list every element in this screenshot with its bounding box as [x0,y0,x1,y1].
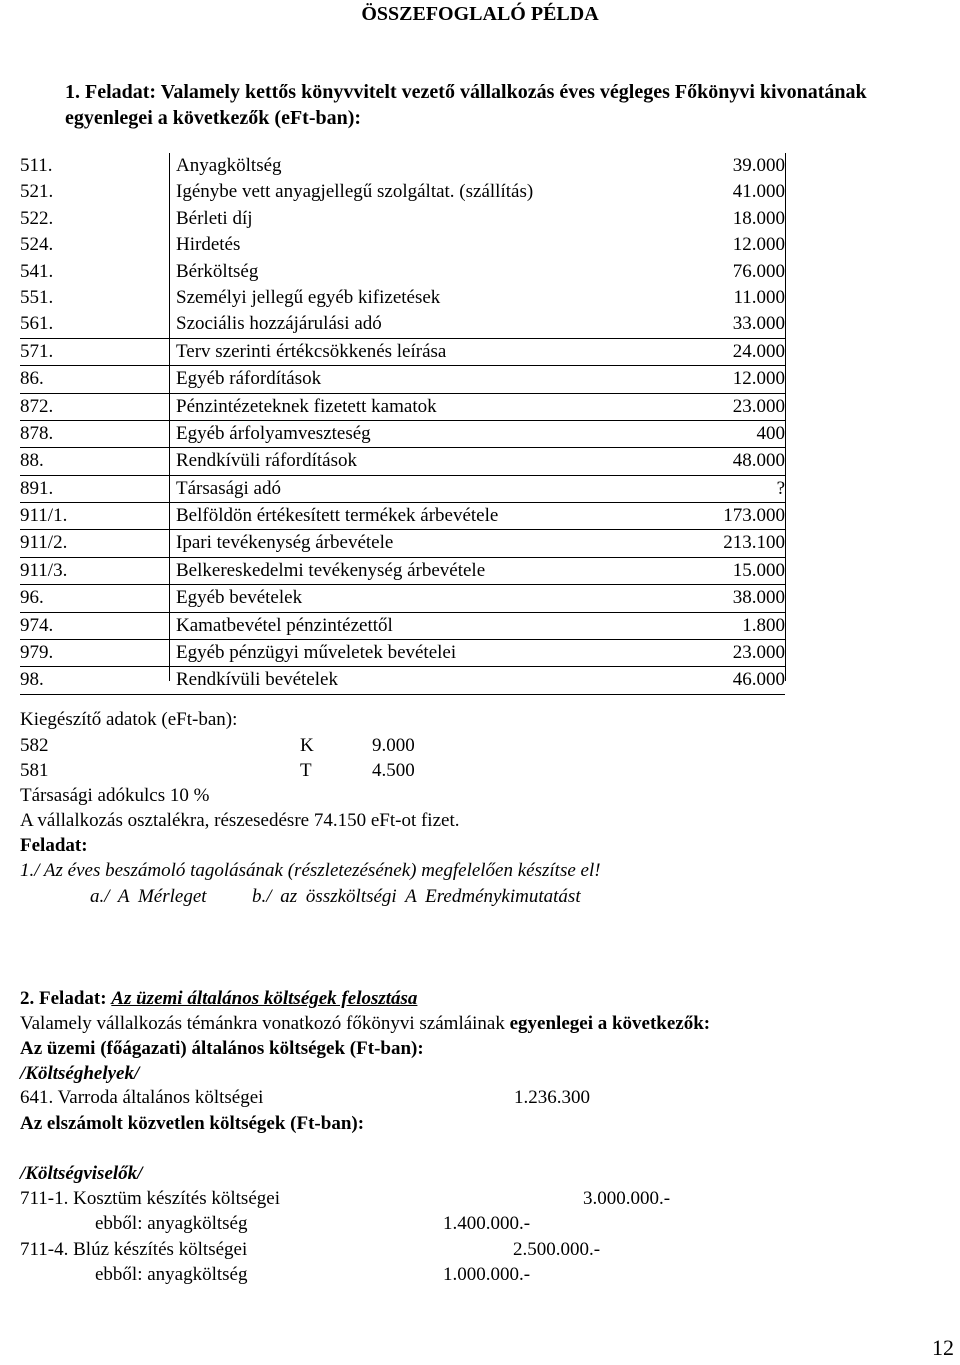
ledger-name: Társasági adó [176,477,281,499]
ledger-name: Belföldön értékesített termékek árbevétele [176,505,499,527]
ledger-name: Pénzintézeteknek fizetett kamatok [176,395,437,417]
ledger-amount: 23.000 [732,642,785,664]
supp-amount-582: 9.000 [372,735,415,756]
ledger-amount: ? [776,477,785,499]
ledger-amount: 39.000 [732,155,785,176]
ledger-amount: 48.000 [732,450,785,472]
ledger-amount: 1.800 [742,614,785,636]
cost-bearers-label: /Költségviselők/ [20,1163,143,1184]
ledger-code: 571. [20,340,54,362]
line-711-4-sub-amount: 1.000.000.- [443,1264,531,1285]
ledger-table [20,153,785,695]
ledger-amount: 76.000 [732,260,785,282]
ledger-code: 96. [20,587,44,609]
ledger-amount: 213.100 [723,532,785,554]
table-row [20,448,785,475]
ledger-code: 974. [20,614,54,636]
ledger-code: 911/3. [20,559,68,581]
task2-heading [20,986,417,1011]
line-711-1-sub-amount: 1.400.000.- [443,1213,531,1234]
ledger-name: Egyéb bevételek [176,587,303,609]
ledger-code: 911/2. [20,532,68,554]
ledger-code: 88. [20,450,44,472]
ledger-code: 524. [20,234,54,256]
ledger-amount: 24.000 [732,340,785,362]
line-711-4-sub-label: ebből: anyagköltség [95,1264,248,1285]
ledger-name: Belkereskedelmi tevékenység árbevétele [176,559,486,581]
supp-side-582: K [300,735,314,756]
task1-sub-a: a./ A Mérleget [90,886,207,907]
table-row [20,206,785,232]
table-row [20,421,785,448]
ledger-code: 872. [20,395,54,417]
ledger-code: 541. [20,260,54,282]
ledger-divider-right [785,153,786,681]
ledger-name: Rendkívüli ráfordítások [176,450,357,472]
ledger-amount: 400 [756,422,785,444]
ledger-amount: 46.000 [732,669,785,691]
line-711-1-sub-label: ebből: anyagköltség [95,1213,248,1234]
ledger-amount: 18.000 [732,207,785,229]
ledger-name: Egyéb árfolyamveszteség [176,422,371,444]
table-row [20,259,785,285]
ledger-name: Ipari tevékenység árbevétele [176,532,394,554]
ledger-code: 511. [20,155,53,176]
tax-rate: Társasági adókulcs 10 % [20,785,210,806]
table-row [20,232,785,258]
ledger-name: Rendkívüli bevételek [176,669,338,691]
dividend-note: A vállalkozás osztalékra, részesedésre 74.150 eFt-ot fizet. [20,810,460,831]
task2-heading-title: Az üzemi általános költségek felosztása [111,988,418,1009]
task1-sub-b: b./ az összköltségi A Eredménykimutatást [252,886,581,907]
supplement-label: Kiegészítő adatok (eFt-ban): [20,709,238,730]
supp-side-581: T [300,760,312,781]
ledger-amount: 11.000 [733,286,785,308]
page-number: 12 [932,1335,954,1360]
task1-heading: 1. Feladat: Valamely kettős könyvvitelt vezető vállalkozás éves végleges Főkönyvi kivonatának egyenlegei a következők (eFt-ban): [65,81,867,129]
ledger-amount: 12.000 [732,234,785,256]
table-row [20,476,785,503]
feladat-label: Feladat: [20,835,88,856]
ledger-code: 878. [20,422,54,444]
ledger-amount: 15.000 [732,559,785,581]
line-711-4-amount: 2.500.000.- [513,1239,601,1260]
task1-instruction: 1./ Az éves beszámoló tagolásának (részletezésének) megfelelően készítse el! [20,860,601,881]
ledger-amount: 41.000 [732,181,785,203]
line-711-4-label: 711-4. Blúz készítés költségei [20,1239,248,1260]
cost-centers-label: /Költséghelyek/ [20,1063,140,1084]
line-641-label: 641. Varroda általános költségei [20,1087,264,1108]
table-row [20,394,785,421]
ledger-code: 98. [20,669,44,691]
ledger-name: Terv szerinti értékcsökkenés leírása [176,340,447,362]
ledger-name: Egyéb ráfordítások [176,368,322,390]
direct-costs-heading: Az elszámolt közvetlen költségek (Ft-ban): [20,1113,365,1134]
line-711-1-amount: 3.000.000.- [583,1188,671,1209]
ledger-amount: 38.000 [732,587,785,609]
table-row [20,366,785,393]
table-row [20,153,785,179]
ledger-code: 979. [20,642,54,664]
ledger-name: Igénybe vett anyagjellegű szolgáltat. (szállítás) [176,181,534,203]
ledger-name: Egyéb pénzügyi műveletek bevételei [176,642,457,664]
page-title: ÖSSZEFOGLALÓ PÉLDA [361,3,599,25]
supp-code-582: 582 [20,735,49,756]
table-row [20,311,785,338]
ledger-code: 561. [20,313,54,335]
ledger-code: 86. [20,368,44,390]
line-641-amount: 1.236.300 [514,1087,590,1108]
ledger-code: 891. [20,477,54,499]
ledger-amount: 173.000 [723,505,785,527]
task2-heading-num: 2. Feladat: [20,988,107,1009]
task2-intro [20,1011,710,1036]
ledger-name: Kamatbevétel pénzintézettől [176,614,393,636]
table-row [20,558,785,585]
ledger-amount: 23.000 [732,395,785,417]
ledger-amount: 33.000 [732,313,785,335]
ledger-code: 522. [20,207,54,229]
table-row [20,530,785,557]
ledger-name: Személyi jellegű egyéb kifizetések [176,286,441,308]
table-row [20,285,785,311]
ledger-name: Szociális hozzájárulási adó [176,313,382,335]
table-row [20,179,785,205]
supp-code-581: 581 [20,760,49,781]
ledger-code: 551. [20,286,54,308]
ledger-code: 911/1. [20,505,68,527]
table-row [20,613,785,640]
ledger-amount: 12.000 [732,368,785,390]
supp-amount-581: 4.500 [372,760,415,781]
table-row [20,667,785,694]
ledger-name: Anyagköltség [176,155,282,176]
table-row [20,503,785,530]
general-costs-heading: Az üzemi (főágazati) általános költségek (Ft-ban): [20,1038,424,1059]
table-row [20,585,785,612]
task2-intro-plain: Valamely vállalkozás témánkra vonatkozó főkönyvi számláinak [20,1013,505,1034]
ledger-name: Bérleti díj [176,207,253,229]
table-row [20,339,785,366]
ledger-code: 521. [20,181,54,203]
ledger-name: Bérköltség [176,260,259,282]
table-row [20,640,785,667]
ledger-name: Hirdetés [176,234,241,256]
task2-intro-bold: egyenlegei a következők: [509,1013,711,1034]
line-711-1-label: 711-1. Kosztüm készítés költségei [20,1188,280,1209]
